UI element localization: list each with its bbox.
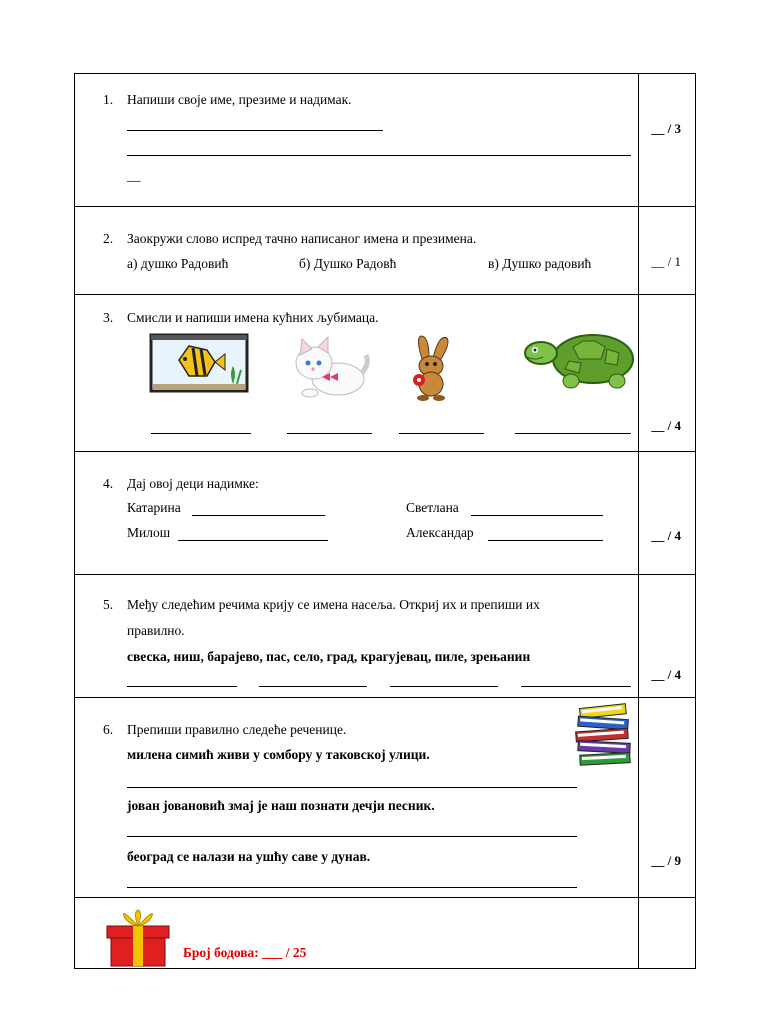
answer-line[interactable] (127, 787, 577, 788)
score-q2: __ / 1 (651, 254, 681, 269)
gift-box-image (103, 904, 173, 968)
fish-in-aquarium-image (149, 332, 249, 396)
answer-line[interactable] (127, 887, 577, 888)
option-a[interactable]: а) душко Радовић (127, 256, 229, 271)
answer-line[interactable] (127, 836, 577, 837)
name-svetlana: Светлана (406, 500, 459, 515)
sentence-1: милена симић живи у сомбору у таковској улици. (127, 747, 430, 762)
answer-line[interactable] (471, 515, 603, 516)
answer-line[interactable] (178, 540, 328, 541)
question-4: 4. Дај овој деци надимке: (103, 476, 259, 491)
question-row-3 (75, 295, 696, 452)
brown-bunny-image (405, 334, 457, 404)
answer-line[interactable] (192, 515, 325, 516)
question-row-1 (75, 74, 696, 207)
answer-line[interactable] (151, 433, 251, 434)
sentence-3: београд се налази на ушћу саве у дунав. (127, 849, 371, 864)
question-2: 2. Заокружи слово испред тачно написаног имена и презимена. (103, 231, 477, 246)
score-q1: __ / 3 (651, 121, 681, 136)
white-kitten-image (288, 333, 370, 403)
question-5-continuation: правилно. (127, 623, 185, 638)
worksheet-table (74, 73, 696, 969)
option-b[interactable]: б) Душко Радовћ (299, 256, 397, 271)
score-q3: __ / 4 (651, 418, 681, 433)
answer-line[interactable] (399, 433, 484, 434)
question-3: 3. Смисли и напиши имена кућних љубимаца. (103, 310, 379, 325)
answer-line[interactable] (488, 540, 603, 541)
books-stack-image (570, 702, 638, 774)
answer-line-continuation: __ (127, 168, 141, 183)
question-1: 1. Напиши своје име, презиме и надимак. (103, 92, 352, 107)
question-6: 6. Препиши правилно следеће реченице. (103, 722, 347, 737)
total-score-label: Број бодова: ___ / 25 (183, 945, 307, 960)
answer-line[interactable] (127, 686, 237, 687)
total-row (75, 898, 696, 969)
question-row-6 (75, 698, 696, 898)
answer-line[interactable] (521, 686, 631, 687)
sentence-2: јован јовановић змај је наш познати дечји песник. (127, 798, 435, 813)
answer-line[interactable] (390, 686, 498, 687)
score-q6: __ / 9 (651, 853, 681, 868)
word-list: свеска, ниш, барајево, пас, село, град, крагујевац, пиле, зрењанин (127, 649, 531, 664)
answer-line[interactable] (127, 155, 631, 156)
score-q5: __ / 4 (651, 667, 681, 682)
answer-line[interactable] (127, 130, 383, 131)
green-turtle-image (521, 329, 639, 393)
question-5: 5. Међу следећим речима крију се имена насеља. Откриј их и препиши их (103, 597, 540, 612)
answer-line[interactable] (287, 433, 372, 434)
score-q4: __ / 4 (651, 528, 681, 543)
answer-line[interactable] (515, 433, 631, 434)
question-row-2 (75, 207, 696, 295)
answer-line[interactable] (259, 686, 367, 687)
option-c[interactable]: в) Душко радовић (488, 256, 592, 271)
question-row-4 (75, 452, 696, 575)
question-row-5 (75, 575, 696, 698)
name-katarina: Катарина (127, 500, 181, 515)
name-milosh: Милош (127, 525, 171, 540)
name-aleksandar: Александар (406, 525, 474, 540)
